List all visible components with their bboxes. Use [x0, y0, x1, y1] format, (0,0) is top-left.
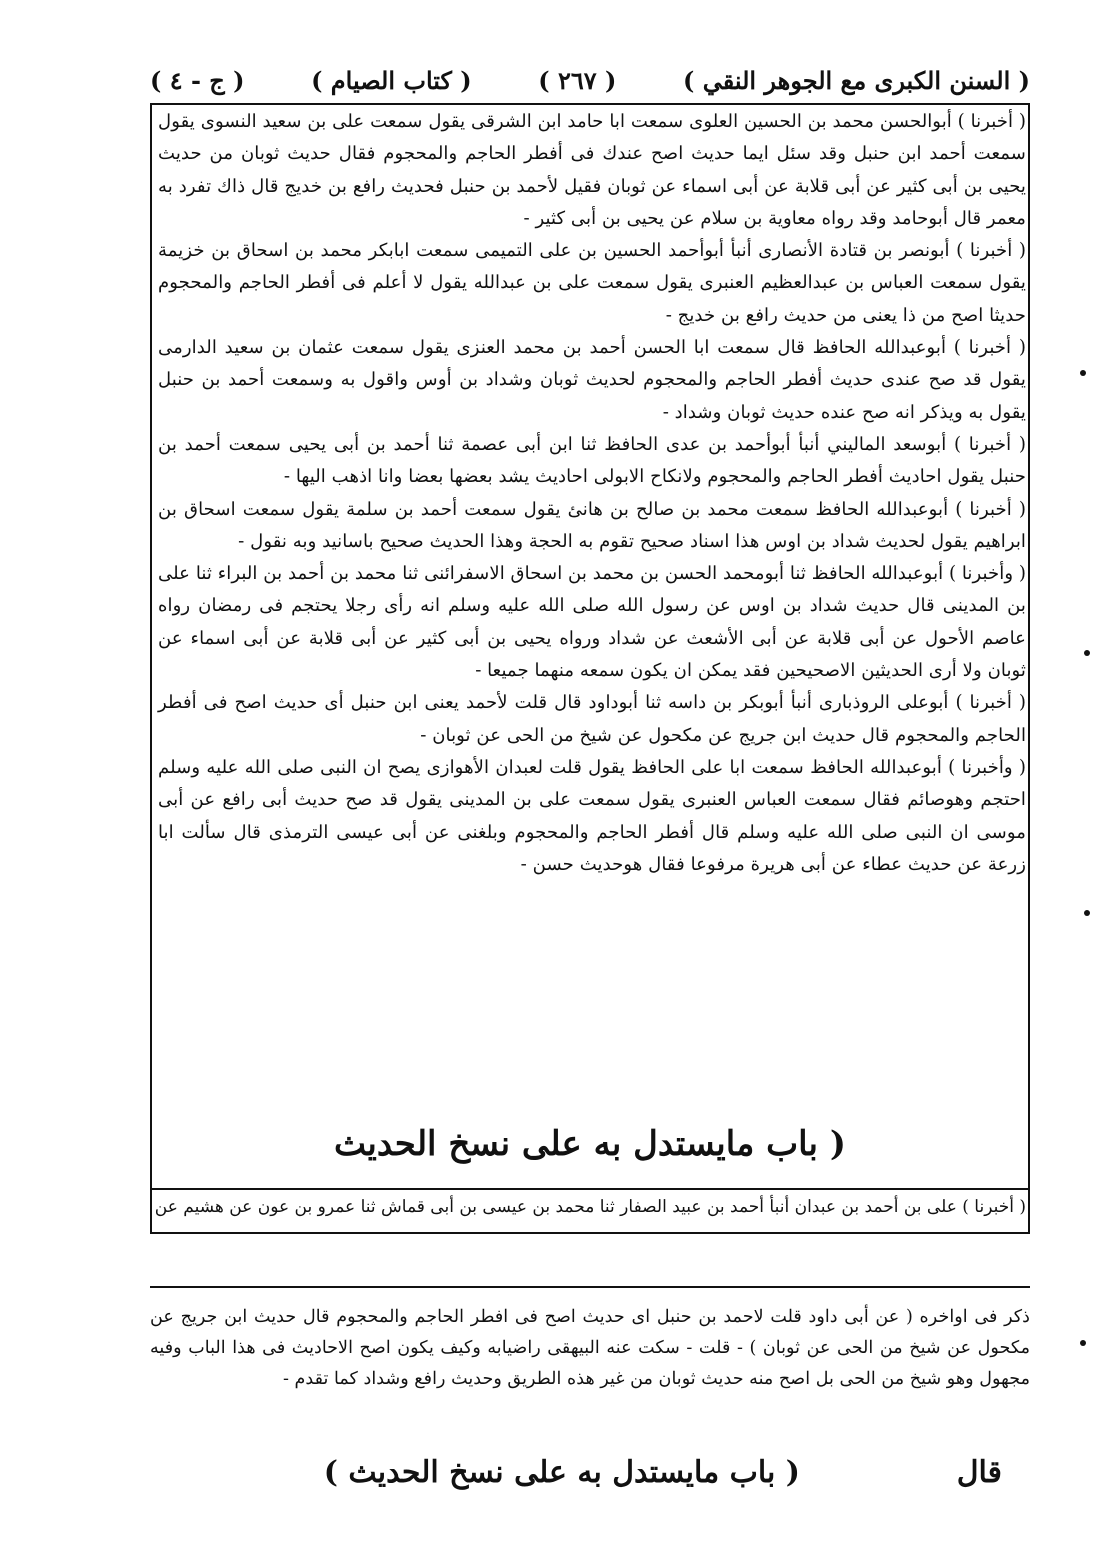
- paragraph: ( أخبرنا ) أبونصر بن قتادة الأنصارى أنبأ أبوأحمد الحسين بن على التميمى سمعت ابابكر محمد بن اسحاق بن خزيمة يقول سمعت العباس بن عبدالعظيم العنبرى يقول سمعت على بن عبدالله يقول لا أعلم فى أفطر الحاجم والمحجوم حديثا اصح من ذا يعنى من حديث رافع بن خديج -: [158, 240, 1026, 326]
- section-title: ( باب مايستدل به على نسخ الحديث: [334, 1124, 846, 1164]
- footnote-rule: [150, 1286, 1030, 1288]
- paragraph: ( أخبرنا ) أبوعلى الروذبارى أنبأ أبوبكر بن داسه ثنا أبوداود قال قلت لأحمد يعنى ابن حنبل أى حديث اصح فى أفطر الحاجم والمحجوم قال حديث ابن جريج عن مكحول عن شيخ من الحى عن ثوبان -: [158, 692, 1026, 746]
- chapter-name: ( كتاب الصيام ): [311, 65, 472, 95]
- page-number: ( ٢٦٧ ): [538, 65, 617, 95]
- section-first-line: ( أخبرنا ) على بن أحمد بن عبدان أنبأ أحمد بن عبيد الصفار ثنا محمد بن عيسى بن أبى قماش ثنا عمرو بن عون عن هشيم عن: [154, 1197, 1026, 1217]
- footnote-paragraph: ذكر فى اواخره ( عن أبى داود قلت لاحمد بن حنبل اى حديث اصح فى افطر الحاجم والمحجوم قال حديث ابن جريج عن مكحول عن شيخ من الحى عن ثوبان ) - قلت - سكت عنه البيهقى راضيابه وكيف يكون اصح الاحاديث فى هذا الباب وفيه مجهول وهو شيخ من الحى بل اصح منه حديث ثوبان من غير هذه الطريق وحديث رافع وشداد كما تقدم -: [150, 1307, 1030, 1389]
- paragraph: ( وأخبرنا ) أبوعبدالله الحافظ سمعت ابا على الحافظ يقول قلت لعبدان الأهوازى يصح ان النبى صلى الله عليه وسلم احتجم وهوصائم فقال سمعت العباس العنبرى يقول سمعت على بن المدينى يقول قد صح حديث أبى رافع عن أبى موسى ان النبى صلى الله عليه وسلم قال أفطر الحاجم والمحجوم وبلغنى عن أبى عيسى الترمذى قال سألت ابا زرعة عن حديث عطاء عن أبى هريرة مرفوعا فقال هوحديث حسن -: [158, 756, 1026, 875]
- running-header: [150, 60, 1030, 100]
- book-title: ( السنن الكبرى مع الجوهر النقي ): [682, 65, 1030, 95]
- paragraph: ( أخبرنا ) أبوعبدالله الحافظ قال سمعت ابا الحسن أحمد بن محمد العنزى يقول سمعت عثمان بن سعيد الدارمى يقول قد صح عندى حديث أفطر الحاجم والمحجوم لحديث ثوبان وشداد بن أوس واقول به وسمعت أحمد بن حنبل يقول به ويذكر انه صح عنده حديث ثوبان وشداد -: [158, 337, 1026, 423]
- margin-dot: [1080, 1340, 1086, 1346]
- footnote-section-title: ( باب مايستدل به على نسخ الحديث ): [323, 1455, 800, 1490]
- margin-dot: [1084, 650, 1090, 656]
- qala-word: قال: [956, 1455, 1002, 1490]
- main-text: [158, 106, 1026, 1206]
- right-rule: [1028, 103, 1030, 1233]
- volume-number: ( ج - ٤ ): [150, 65, 245, 95]
- left-rule: [150, 103, 152, 1233]
- paragraph: ( وأخبرنا ) أبوعبدالله الحافظ ثنا أبومحمد الحسن بن محمد بن اسحاق الاسفرائنى ثنا محمد بن أحمد بن البراء ثنا على بن المدينى قال حديث شداد بن اوس عن رسول الله صلى الله عليه وسلم انه رأى رجلا يحتجم فى رمضان رواه عاصم الأحول عن أبى قلابة عن أبى الأشعث عن شداد ورواه يحيى بن أبى كثير عن أبى قلابة عن أبى اسماء عن ثوبان ولا أرى الحديثين الاصحيحين فقد يمكن ان يكون سمعه منهما جميعا -: [158, 563, 1026, 682]
- footnote-text: [150, 1302, 1030, 1432]
- footnote-heading: [150, 1448, 1030, 1498]
- margin-dot: [1084, 910, 1090, 916]
- bottom-rule: [150, 1232, 1030, 1234]
- margin-dot: [1080, 370, 1086, 376]
- paragraph: ( أخبرنا ) أبوالحسن محمد بن الحسين العلوى سمعت ابا حامد ابن الشرقى يقول سمعت على بن سعيد النسوى يقول سمعت أحمد ابن حنبل وقد سئل ايما حديث اصح عندك فى أفطر الحاجم والمحجوم فقال حديث ثوبان من حديث يحيى بن أبى كثير عن أبى قلابة عن أبى اسماء عن ثوبان فقيل لأحمد بن حنبل فحديث رافع بن خديج قال ذاك تفرد به معمر قال أبوحامد وقد رواه معاوية بن سلام عن يحيى بن أبى كثير -: [158, 111, 1026, 229]
- top-rule: [150, 103, 1030, 105]
- paragraph: ( أخبرنا ) أبوعبدالله الحافظ سمعت محمد بن صالح بن هانئ يقول سمعت أحمد بن سلمة يقول سمعت اسحاق بن ابراهيم يقول لحديث شداد بن اوس هذا اسناد صحيح تقوم به الحجة وهذا الحديث صحيح باسانيد وبه نقول -: [158, 498, 1026, 552]
- paragraph: ( أخبرنا ) أبوسعد الماليني أنبأ أبوأحمد بن عدى الحافظ ثنا ابن أبى عصمة ثنا أحمد بن أبى يحيى سمعت أحمد بن حنبل يقول احاديث أفطر الحاجم والمحجوم ولانكاح الابولى احاديث يشد بعضها بعضا وانا اذهب اليها -: [158, 433, 1026, 488]
